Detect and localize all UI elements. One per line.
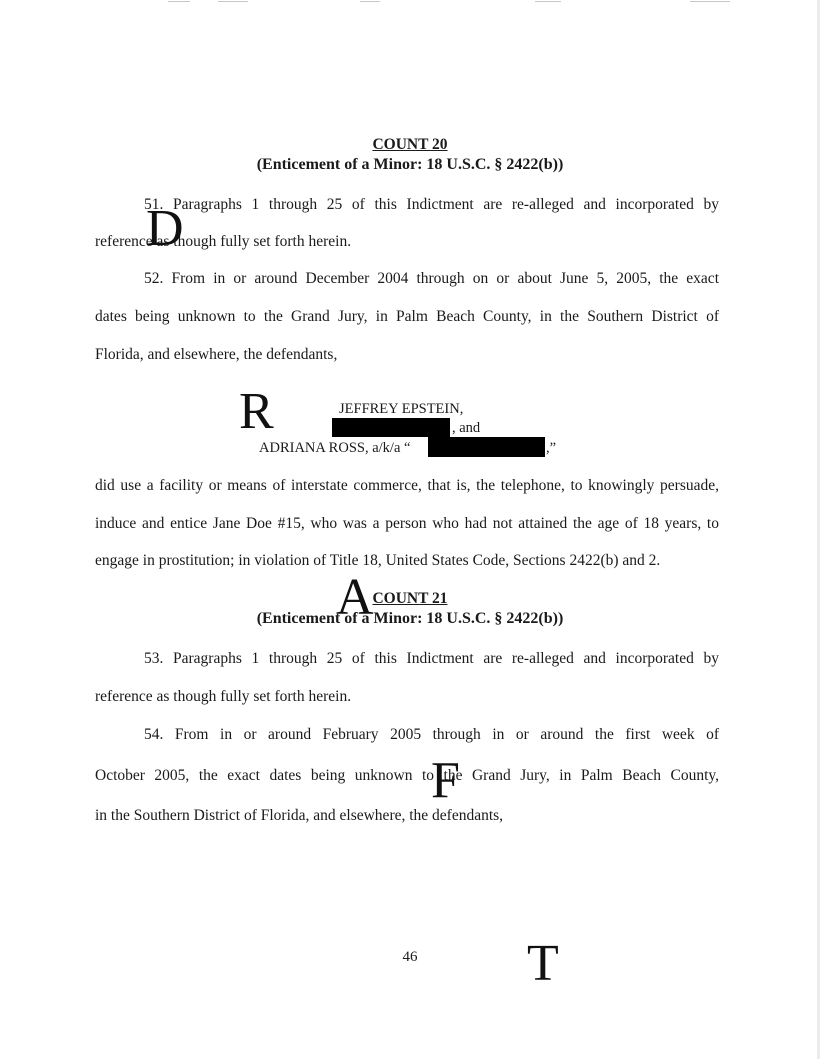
stamp-letter-t: T <box>527 935 559 992</box>
para-54-line-2: October 2005, the exact dates being unknown to the Grand Jury, in Palm Beach County, <box>95 767 719 784</box>
para-51-line-1: 51. Paragraphs 1 through 25 of this Indictment are re-alleged and incorporated by <box>144 196 719 213</box>
scan-top-marks <box>0 0 820 4</box>
defendant-name-3-suffix: ,” <box>546 440 557 456</box>
para-52-cont-line-3: engage in prostitution; in violation of Title 18, United States Code, Sections 2422(b) and 2. <box>95 552 661 569</box>
para-52-cont-line-1: did use a facility or means of interstate commerce, that is, the telephone, to knowingly persuade, <box>95 477 719 494</box>
stamp-letter-f: F <box>431 752 460 809</box>
para-52-line-1: 52. From in or around December 2004 through on or about June 5, 2005, the exact <box>144 270 719 287</box>
para-54-line-3: in the Southern District of Florida, and elsewhere, the defendants, <box>95 807 504 824</box>
stamp-letter-r: R <box>239 383 274 440</box>
count-20-subtitle: (Enticement of a Minor: 18 U.S.C. § 2422(b)) <box>256 156 564 173</box>
defendant-name-3-prefix: ADRIANA ROSS, a/k/a “ <box>259 440 411 456</box>
defendant-name-2-suffix: , and <box>452 420 481 436</box>
para-51-line-2: reference as though fully set forth herein. <box>95 233 352 250</box>
para-52-line-3: Florida, and elsewhere, the defendants, <box>95 346 338 363</box>
stamp-letter-a: A <box>336 569 374 626</box>
count-20-title: COUNT 20 <box>372 136 448 153</box>
para-52-cont-line-2: induce and entice Jane Doe #15, who was a person who had not attained the age of 18 years, to <box>95 515 719 532</box>
para-52-line-2: dates being unknown to the Grand Jury, in Palm Beach County, in the Southern District of <box>95 308 719 325</box>
para-53-line-2: reference as though fully set forth herein. <box>95 688 352 705</box>
defendant-name-1: JEFFREY EPSTEIN, <box>339 401 464 417</box>
page-number: 46 <box>402 949 418 965</box>
redaction-bar <box>332 418 450 437</box>
count-21-subtitle: (Enticement of a Minor: 18 U.S.C. § 2422(b)) <box>256 610 564 627</box>
count-21-title: COUNT 21 <box>372 590 448 607</box>
para-54-line-1: 54. From in or around February 2005 through in or around the first week of <box>144 726 719 743</box>
redaction-bar <box>428 437 545 457</box>
para-53-line-1: 53. Paragraphs 1 through 25 of this Indictment are re-alleged and incorporated by <box>144 650 719 667</box>
stamp-letter-d: D <box>146 200 184 257</box>
